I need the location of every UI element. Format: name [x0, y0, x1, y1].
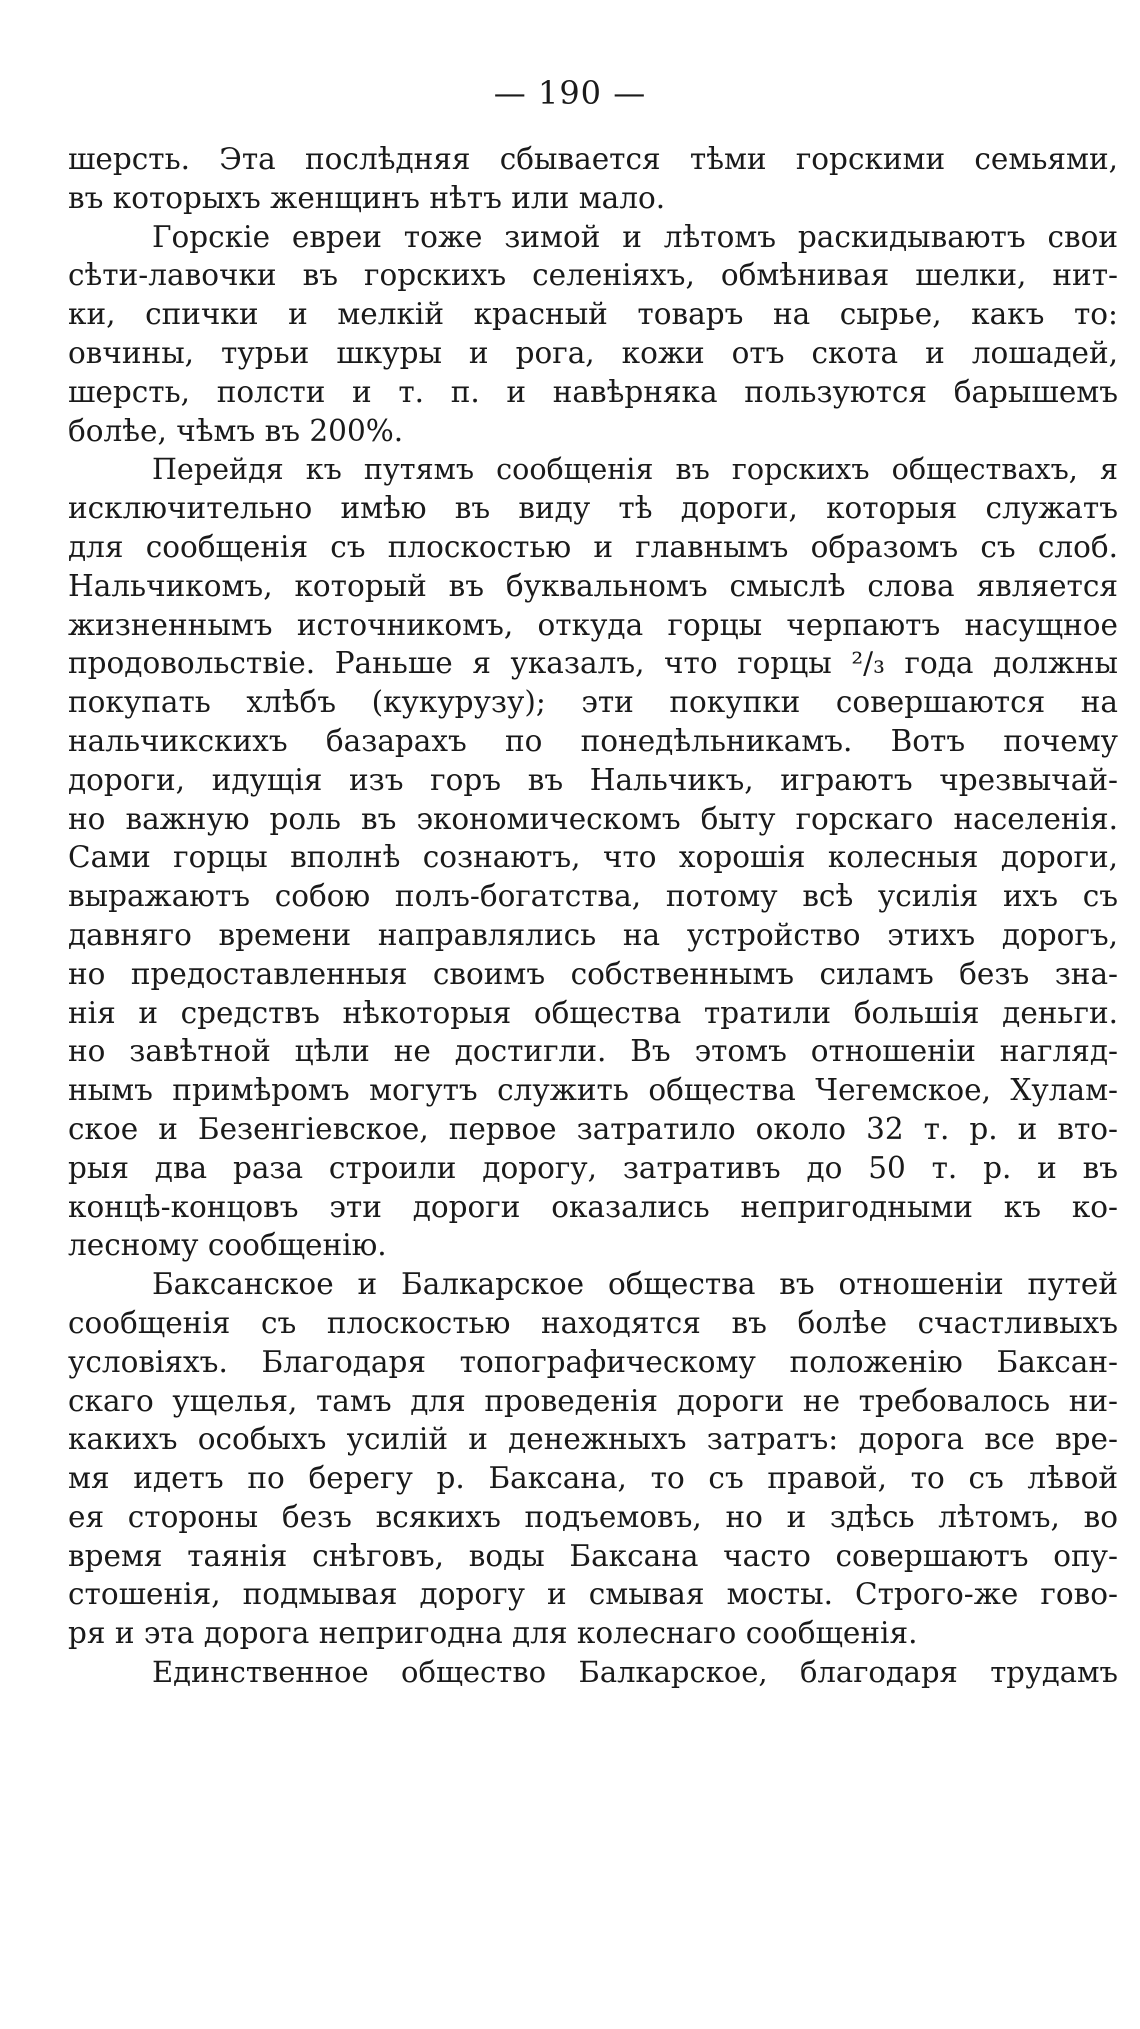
text-line: Перейдя къ путямъ сообщенія въ горскихъ обществахъ, я	[152, 452, 1118, 487]
text-line: какихъ особыхъ усилій и денежныхъ затратъ: дорога все вре-	[68, 1422, 1118, 1457]
text-line: давняго времени направлялись на устройство этихъ дорогъ,	[68, 917, 1118, 952]
text-line: стошенія, подмывая дорогу и смывая мосты. Строго-же гово-	[68, 1577, 1118, 1612]
text-line: исключительно имѣю въ виду тѣ дороги, которыя служатъ	[68, 491, 1118, 526]
text-line: для сообщенія съ плоскостью и главнымъ образомъ съ слоб.	[68, 529, 1118, 564]
text-line: ки, спички и мелкій красный товаръ на сырье, какъ то:	[68, 297, 1118, 332]
text-line: выражаютъ собою полъ-богатства, потому всѣ усилія ихъ съ	[68, 879, 1118, 914]
text-line: концѣ-концовъ эти дороги оказались непригодными къ ко-	[68, 1189, 1118, 1224]
text-line: Единственное общество Балкарское, благодаря трудамъ	[152, 1655, 1118, 1690]
text-line: Баксанское и Балкарское общества въ отношеніи путей	[152, 1267, 1118, 1302]
paragraph	[68, 1653, 1118, 1692]
text-line: сѣти-лавочки въ горскихъ селеніяхъ, обмѣнивая шелки, нит-	[68, 258, 1118, 293]
text-line: Горскіе евреи тоже зимой и лѣтомъ раскидываютъ свои	[152, 219, 1118, 254]
text-line: сообщенія съ плоскостью находятся въ болѣе счастливыхъ	[68, 1305, 1118, 1340]
text-line: овчины, турьи шкуры и рога, кожи отъ скота и лошадей,	[68, 335, 1118, 370]
text-line: продовольствіе. Раньше я указалъ, что горцы ²/₃ года должны	[68, 646, 1118, 681]
text-line: ря и эта дорога непригодна для колеснаго сообщенія.	[68, 1616, 918, 1651]
text-line: въ которыхъ женщинъ нѣтъ или мало.	[68, 180, 666, 215]
text-line: жизненнымъ источникомъ, откуда горцы черпаютъ насущное	[68, 607, 1118, 642]
body-text	[68, 140, 1118, 1692]
text-line: нія и средствъ нѣкоторыя общества тратили большія деньги.	[68, 995, 1118, 1030]
text-line: ское и Безенгіевское, первое затратило около 32 т. р. и вто-	[68, 1111, 1118, 1146]
text-line: Нальчикомъ, который въ буквальномъ смыслѣ слова является	[68, 568, 1118, 603]
text-line: дороги, идущія изъ горъ въ Нальчикъ, играютъ чрезвычай-	[68, 762, 1118, 797]
text-line: ея стороны безъ всякихъ подъемовъ, но и здѣсь лѣтомъ, во	[68, 1499, 1118, 1534]
paragraph	[68, 218, 1118, 451]
paragraph	[68, 450, 1118, 1265]
text-line: шерсть. Эта послѣдняя сбывается тѣми горскими семьями,	[68, 142, 1118, 176]
text-line: рыя два раза строили дорогу, затративъ до 50 т. р. и въ	[68, 1150, 1118, 1185]
paragraph	[68, 140, 1118, 218]
page-number: — 190 —	[493, 74, 647, 112]
text-line: нымъ примѣромъ могутъ служить общества Чегемское, Хулам-	[68, 1073, 1118, 1108]
text-line: нальчикскихъ базарахъ по понедѣльникамъ. Вотъ почему	[68, 723, 1118, 758]
text-line: но завѣтной цѣли не достигли. Въ этомъ отношеніи нагляд-	[68, 1034, 1118, 1069]
text-line: Сами горцы вполнѣ сознаютъ, что хорошія колесныя дороги,	[68, 840, 1118, 875]
text-line: покупать хлѣбъ (кукурузу); эти покупки совершаются на	[68, 685, 1118, 720]
text-line: но предоставленныя своимъ собственнымъ силамъ безъ зна-	[68, 956, 1118, 991]
text-line: лесному сообщенію.	[68, 1228, 387, 1263]
text-line: болѣе, чѣмъ въ 200%.	[68, 413, 404, 448]
text-line: время таянія снѣговъ, воды Баксана часто совершаютъ опу-	[68, 1538, 1118, 1573]
text-line: условіяхъ. Благодаря топографическому положенію Баксан-	[68, 1344, 1118, 1379]
text-line: скаго ущелья, тамъ для проведенія дороги не требовалось ни-	[68, 1383, 1118, 1418]
text-line: мя идетъ по берегу р. Баксана, то съ правой, то съ лѣвой	[68, 1461, 1118, 1496]
text-line: шерсть, полсти и т. п. и навѣрняка пользуются барышемъ	[68, 374, 1118, 409]
text-line: но важную роль въ экономическомъ быту горскаго населенія.	[68, 801, 1118, 836]
paragraph	[68, 1265, 1118, 1653]
